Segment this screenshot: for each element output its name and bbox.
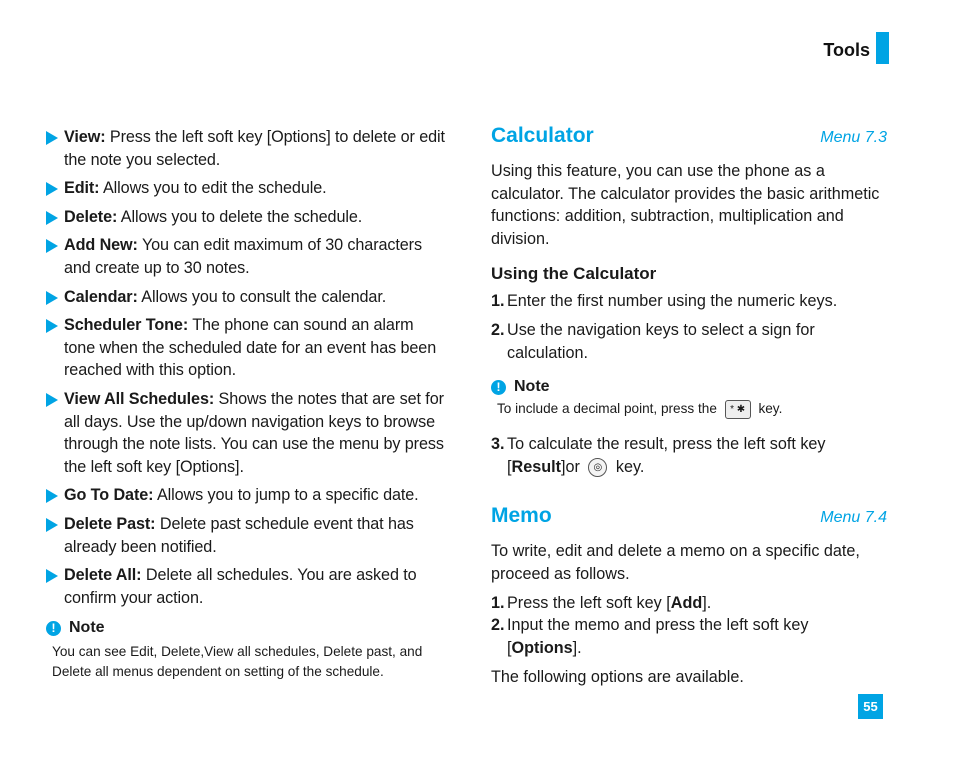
page-number: 55 [858, 694, 883, 719]
calculator-step-1: 1. Enter the first number using the numeric keys. [491, 292, 838, 311]
right-column [491, 124, 887, 689]
memo-footer: The following options are available. [491, 668, 744, 687]
ok-key-icon: ◎ [588, 458, 607, 477]
exclamation-icon: ! [46, 621, 61, 636]
page-section-title: Tools [823, 40, 870, 60]
option-item [46, 484, 446, 507]
option-term: Delete All: [64, 566, 142, 585]
bullet-arrow-icon [46, 393, 58, 407]
calculator-note-text: To include a decimal point, press the * ✱ key. [491, 399, 887, 419]
bullet-arrow-icon [46, 131, 58, 145]
memo-heading [491, 504, 887, 528]
calculator-note-heading [491, 378, 887, 396]
bullet-arrow-icon [46, 239, 58, 253]
memo-step-1: 1. Press the left soft key [Add]. [491, 593, 712, 612]
option-item [46, 286, 446, 309]
option-description: Delete past schedule event that has already been notified. [64, 514, 414, 556]
memo-intro: To write, edit and delete a memo on a specific date, proceed as follows. [491, 542, 860, 583]
note-heading [46, 619, 446, 637]
left-column [46, 126, 446, 682]
option-item [46, 126, 446, 171]
option-term: Add New: [64, 236, 138, 255]
calculator-intro: Using this feature, you can use the phone as a calculator. The calculator provides the basic arithmetic functions: addition, subtraction, multiplication and division. [491, 162, 880, 248]
option-item [46, 177, 446, 200]
calculator-heading [491, 124, 887, 148]
bullet-arrow-icon [46, 291, 58, 305]
calculator-step-3: 3. To calculate the result, press the left soft key [Result]or ◎ key. [491, 435, 826, 476]
option-description: Press the left soft key [Options] to delete or edit the note you selected. [64, 128, 445, 169]
option-item [46, 234, 446, 279]
option-description: Allows you to edit the schedule. [99, 179, 327, 198]
option-description: You can edit maximum of 30 characters and create up to 30 notes. [64, 236, 422, 277]
calculator-menu-number: Menu 7.3 [820, 129, 887, 146]
exclamation-icon: ! [491, 380, 506, 395]
option-description: Allows you to jump to a specific date. [153, 486, 419, 505]
option-description: Allows you to consult the calendar. [137, 287, 387, 306]
option-term: View: [64, 128, 106, 146]
option-item [46, 206, 446, 229]
memo-menu-number: Menu 7.4 [820, 509, 887, 527]
note-label: Note [69, 619, 105, 637]
memo-title: Memo [491, 504, 552, 528]
option-term: View All Schedules: [64, 389, 215, 408]
bullet-arrow-icon [46, 569, 58, 583]
option-term: Go To Date: [64, 486, 154, 505]
option-term: Delete: [64, 207, 118, 226]
option-item [46, 314, 446, 382]
calculator-step-2: 2. Use the navigation keys to select a sign for calculation. [491, 320, 815, 362]
bullet-arrow-icon [46, 518, 58, 532]
note-label: Note [514, 378, 550, 396]
note-text: You can see Edit, Delete,View all schedules, Delete past, and Delete all menus dependent on setting of the schedule. [52, 644, 423, 680]
section-accent-bar [876, 32, 889, 64]
bullet-arrow-icon [46, 211, 58, 225]
options-list [46, 126, 446, 609]
option-item [46, 513, 446, 558]
option-description: Allows you to delete the schedule. [117, 207, 363, 226]
bullet-arrow-icon [46, 182, 58, 196]
star-key-icon: * ✱ [725, 400, 751, 419]
calculator-title: Calculator [491, 124, 594, 147]
option-term: Delete Past: [64, 514, 156, 533]
option-description: Delete all schedules. You are asked to confirm your action. [64, 566, 417, 607]
option-term: Scheduler Tone: [64, 316, 189, 335]
option-term: Calendar: [64, 287, 138, 306]
calculator-subheading: Using the Calculator [491, 264, 657, 284]
option-term: Edit: [64, 179, 100, 198]
option-description: The phone can sound an alarm tone when the scheduled date for an event has been reached with this option. [64, 316, 437, 380]
memo-step-2: 2. Input the memo and press the left soft key [Options]. [491, 616, 809, 657]
option-item [46, 564, 446, 609]
bullet-arrow-icon [46, 319, 58, 333]
option-description: Shows the notes that are set for all days. Use the up/down navigation keys to browse through the note lists. You can use the menu by press the left soft key [Options]. [64, 389, 444, 476]
bullet-arrow-icon [46, 489, 58, 503]
option-item [46, 388, 446, 478]
